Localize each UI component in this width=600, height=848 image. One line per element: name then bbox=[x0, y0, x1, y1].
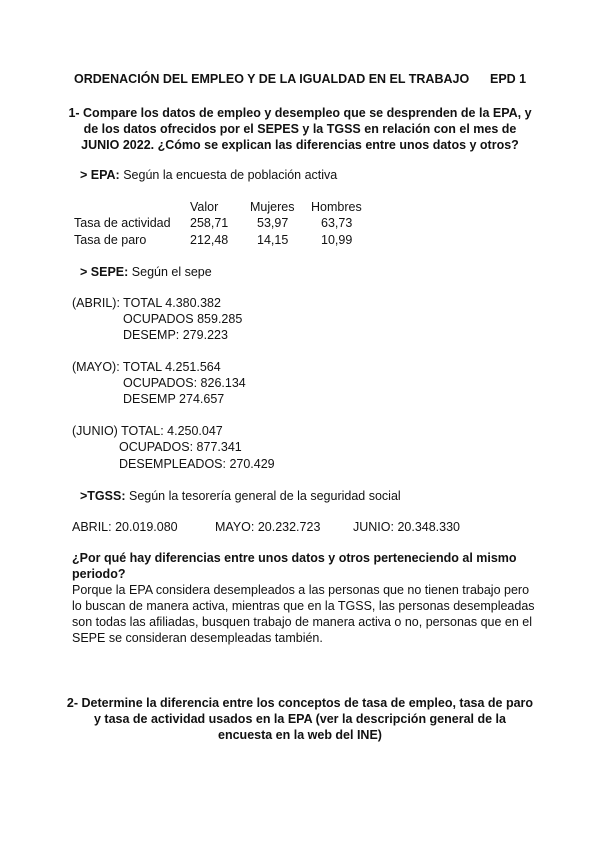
epa-cell: 14,15 bbox=[257, 233, 289, 247]
question-1-line: JUNIO 2022. ¿Cómo se explican las diferencias entre unos datos y otros? bbox=[81, 138, 519, 152]
document-code: EPD 1 bbox=[490, 72, 527, 86]
question-2 bbox=[60, 695, 540, 743]
sepe-line: OCUPADOS: 826.134 bbox=[123, 376, 246, 390]
epa-cell: 212,48 bbox=[190, 233, 229, 247]
sepe-line: (JUNIO) TOTAL: 4.250.047 bbox=[72, 424, 223, 438]
sepe-line: OCUPADOS 859.285 bbox=[123, 312, 243, 326]
question-2-line: encuesta en la web del INE) bbox=[218, 728, 382, 742]
epa-header-valor: Valor bbox=[190, 200, 219, 214]
why-answer-line: Porque la EPA considera desempleados a las personas que no tienen trabajo pero bbox=[72, 583, 530, 597]
tgss-value-mayo: MAYO: 20.232.723 bbox=[215, 520, 321, 534]
why-section bbox=[72, 550, 542, 646]
tgss-label: >TGSS: bbox=[80, 489, 126, 503]
epa-header-mujeres: Mujeres bbox=[250, 200, 295, 214]
sepe-line: (ABRIL): TOTAL 4.380.382 bbox=[72, 296, 221, 310]
sepe-label: > SEPE: bbox=[80, 265, 129, 279]
sepe-description: Según el sepe bbox=[131, 265, 212, 279]
epa-row-label: Tasa de actividad bbox=[74, 216, 171, 230]
epa-cell: 53,97 bbox=[257, 216, 289, 230]
question-2-line: 2- Determine la diferencia entre los conceptos de tasa de empleo, tasa de paro bbox=[66, 696, 534, 710]
question-1-line: 1- Compare los datos de empleo y desempleo que se desprenden de la EPA, y bbox=[68, 106, 532, 120]
question-1-line: de los datos ofrecidos por el SEPES y la TGSS en relación con el mes de bbox=[83, 122, 517, 136]
question-2-line: y tasa de actividad usados en la EPA (ver la descripción general de la bbox=[94, 712, 506, 726]
sepe-line: (MAYO): TOTAL 4.251.564 bbox=[72, 360, 221, 374]
sepe-line: DESEMP: 279.223 bbox=[123, 328, 228, 342]
epa-heading bbox=[80, 168, 337, 182]
sepe-line: OCUPADOS: 877.341 bbox=[119, 440, 242, 454]
epa-description: Según la encuesta de población activa bbox=[123, 168, 338, 182]
epa-cell: 63,73 bbox=[321, 216, 353, 230]
epa-cell: 10,99 bbox=[321, 233, 353, 247]
epa-label: > EPA: bbox=[80, 168, 120, 182]
why-answer-line: lo buscan de manera activa, mientras que en la TGSS, las personas desempleadas bbox=[72, 599, 535, 613]
epa-cell: 258,71 bbox=[190, 216, 229, 230]
tgss-description: Según la tesorería general de la seguridad social bbox=[128, 489, 401, 503]
why-question-line: ¿Por qué hay diferencias entre unos datos y otros perteneciendo al mismo bbox=[72, 551, 517, 565]
document-title: ORDENACIÓN DEL EMPLEO Y DE LA IGUALDAD EN EL TRABAJO bbox=[74, 72, 470, 86]
question-1 bbox=[60, 105, 540, 153]
tgss-heading bbox=[80, 489, 401, 503]
sepe-line: DESEMPLEADOS: 270.429 bbox=[119, 457, 275, 471]
epa-row-label: Tasa de paro bbox=[74, 233, 147, 247]
why-question-line: periodo? bbox=[72, 567, 126, 581]
tgss-value-abril: ABRIL: 20.019.080 bbox=[72, 520, 178, 534]
epa-header-hombres: Hombres bbox=[311, 200, 362, 214]
sepe-line: DESEMP 274.657 bbox=[123, 392, 225, 406]
why-answer-line: son todas las afiliadas, busquen trabajo de manera activa o no, personas que en el bbox=[72, 615, 533, 629]
why-answer-line: SEPE se consideran desempleadas también. bbox=[72, 631, 323, 645]
sepe-heading bbox=[80, 265, 212, 279]
tgss-value-junio: JUNIO: 20.348.330 bbox=[353, 520, 461, 534]
